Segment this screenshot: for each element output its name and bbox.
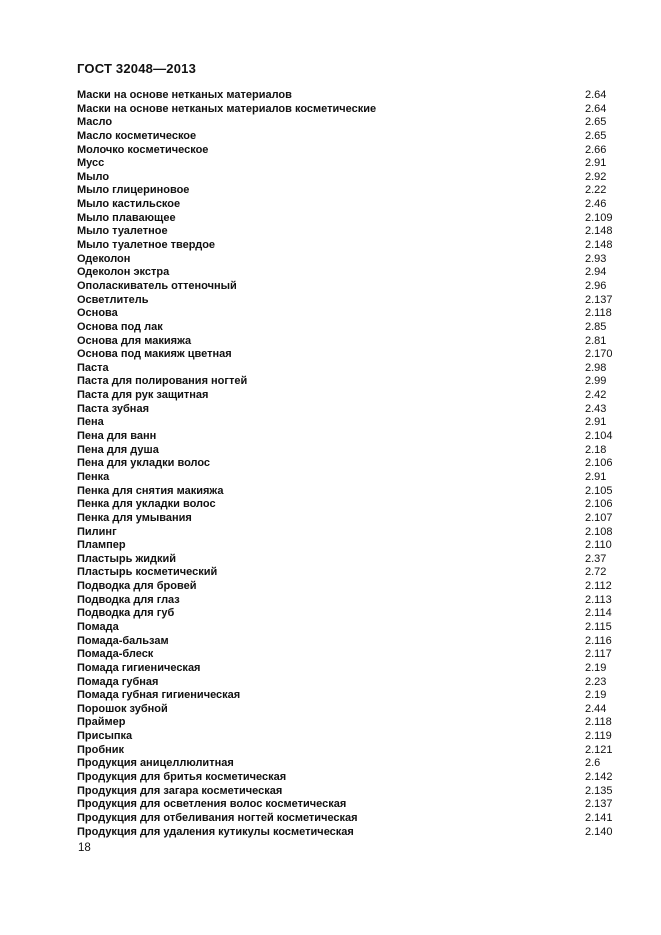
index-term: Пена xyxy=(77,416,104,429)
index-term: Присыпка xyxy=(77,730,133,743)
index-ref: 2.116 xyxy=(585,634,612,647)
index-entry-row xyxy=(77,594,637,608)
index-ref: 2.37 xyxy=(585,552,607,565)
index-term: Основа для макияжа xyxy=(77,334,192,347)
index-ref: 2.118 xyxy=(585,716,612,729)
index-ref: 2.98 xyxy=(585,361,607,374)
index-ref: 2.23 xyxy=(585,675,607,688)
index-entry-row xyxy=(77,116,637,130)
index-ref: 2.91 xyxy=(585,416,607,429)
index-term: Основа под макияж цветная xyxy=(77,348,232,361)
page-number: 18 xyxy=(78,842,91,854)
index-term: Ополаскиватель оттеночный xyxy=(77,279,237,292)
index-entry-row xyxy=(77,239,637,253)
index-ref: 2.113 xyxy=(585,593,612,606)
index-term: Паста для полирования ногтей xyxy=(77,375,248,388)
index-entry-row xyxy=(77,307,637,321)
index-ref: 2.81 xyxy=(585,334,607,347)
index-term: Пена для ванн xyxy=(77,430,157,443)
index-term: Молочко косметическое xyxy=(77,143,209,156)
index-entry-row xyxy=(77,430,637,444)
index-ref: 2.66 xyxy=(585,143,607,156)
index-entry-row xyxy=(77,144,637,158)
index-ref: 2.46 xyxy=(585,198,607,211)
index-entry-row xyxy=(77,730,637,744)
index-entry-row xyxy=(77,266,637,280)
index-ref: 2.64 xyxy=(585,89,607,101)
index-ref: 2.170 xyxy=(585,348,613,361)
index-ref: 2.119 xyxy=(585,730,612,743)
index-entry-row xyxy=(77,198,637,212)
index-entry-row xyxy=(77,662,637,676)
index-entry-row xyxy=(77,403,637,417)
index-entry-row xyxy=(77,348,637,362)
index-term: Праймер xyxy=(77,716,126,729)
index-ref: 2.137 xyxy=(585,798,613,811)
index-term: Пенка xyxy=(77,470,110,483)
index-entry-row xyxy=(77,785,637,799)
index-entry-row xyxy=(77,553,637,567)
index-entry-row xyxy=(77,157,637,171)
index-entry-row xyxy=(77,703,637,717)
index-term: Помада-бальзам xyxy=(77,634,169,647)
index-term: Пробник xyxy=(77,743,125,756)
index-term: Мыло туалетное твердое xyxy=(77,239,216,252)
index-ref: 2.91 xyxy=(585,470,607,483)
index-entry-row xyxy=(77,103,637,117)
index-term: Продукция для отбеливания ногтей косметическая xyxy=(77,811,358,824)
index-entry-row xyxy=(77,335,637,349)
index-ref: 2.22 xyxy=(585,184,607,197)
index-term: Пенка для укладки волос xyxy=(77,498,216,511)
index-ref: 2.142 xyxy=(585,771,613,784)
index-ref: 2.42 xyxy=(585,389,607,402)
index-ref: 2.115 xyxy=(585,620,612,633)
index-ref: 2.104 xyxy=(585,430,613,443)
index-term: Помада-блеск xyxy=(77,648,154,661)
index-term: Помада губная гигиеническая xyxy=(77,689,241,702)
index-ref: 2.148 xyxy=(585,239,613,252)
index-entry-row xyxy=(77,89,637,103)
index-ref: 2.6 xyxy=(585,757,601,770)
index-term: Основа под лак xyxy=(77,320,163,333)
index-ref: 2.19 xyxy=(585,661,607,674)
index-ref: 2.93 xyxy=(585,252,607,265)
index-term: Одеколон экстра xyxy=(77,266,170,279)
index-entry-row xyxy=(77,635,637,649)
index-term: Помада xyxy=(77,620,119,633)
index-term: Паста xyxy=(77,361,109,374)
index-entry-row xyxy=(77,526,637,540)
index-term: Продукция для загара косметическая xyxy=(77,784,283,797)
index-ref: 2.140 xyxy=(585,825,613,838)
index-ref: 2.110 xyxy=(585,539,612,552)
index-entry-row xyxy=(77,294,637,308)
index-entry-row xyxy=(77,375,637,389)
index-term: Паста для рук защитная xyxy=(77,389,209,402)
index-entry-row xyxy=(77,716,637,730)
index-term: Помада губная xyxy=(77,675,159,688)
index-ref: 2.112 xyxy=(585,580,612,593)
index-term: Пластырь жидкий xyxy=(77,552,177,565)
index-ref: 2.99 xyxy=(585,375,607,388)
index-ref: 2.94 xyxy=(585,266,607,279)
index-ref: 2.92 xyxy=(585,170,607,183)
index-ref: 2.91 xyxy=(585,157,607,170)
index-term: Пена для укладки волос xyxy=(77,457,211,470)
index-entry-row xyxy=(77,771,637,785)
index-term: Пенка для умывания xyxy=(77,511,192,524)
index-entry-row xyxy=(77,757,637,771)
index-ref: 2.135 xyxy=(585,784,613,797)
index-term: Маски на основе нетканых материалов косметические xyxy=(77,102,377,115)
index-ref: 2.72 xyxy=(585,566,607,579)
index-ref: 2.137 xyxy=(585,293,613,306)
index-entry-row xyxy=(77,689,637,703)
index-term: Продукция аницеллюлитная xyxy=(77,757,234,770)
index-term: Мыло плавающее xyxy=(77,211,176,224)
index-term: Подводка для бровей xyxy=(77,580,197,593)
index-ref: 2.96 xyxy=(585,279,607,292)
index-entry-row xyxy=(77,416,637,430)
index-ref: 2.107 xyxy=(585,511,613,524)
index-ref: 2.118 xyxy=(585,307,612,320)
index-term: Мыло кастильское xyxy=(77,198,181,211)
index-term: Пластырь косметический xyxy=(77,566,218,579)
index-entry-row xyxy=(77,607,637,621)
index-entry-row xyxy=(77,280,637,294)
index-ref: 2.106 xyxy=(585,498,613,511)
index-term: Мыло глицериновое xyxy=(77,184,190,197)
index-term: Маски на основе нетканых материалов xyxy=(77,89,292,101)
index-entry-row xyxy=(77,826,637,840)
index-entry-row xyxy=(77,539,637,553)
index-entry-row xyxy=(77,212,637,226)
index-ref: 2.109 xyxy=(585,211,613,224)
index-ref: 2.65 xyxy=(585,129,607,142)
index-term: Паста зубная xyxy=(77,402,149,415)
index-term: Помада гигиеническая xyxy=(77,661,201,674)
index-term: Мыло xyxy=(77,170,110,183)
index-entry-row xyxy=(77,130,637,144)
index-entry-row xyxy=(77,812,637,826)
index-ref: 2.114 xyxy=(585,607,612,620)
index-ref: 2.19 xyxy=(585,689,607,702)
index-term: Подводка для глаз xyxy=(77,593,180,606)
document-standard-header: ГОСТ 32048—2013 xyxy=(77,61,196,76)
index-entry-row xyxy=(77,389,637,403)
index-ref: 2.85 xyxy=(585,320,607,333)
index-term: Продукция для осветления волос косметическая xyxy=(77,798,347,811)
index-entry-row xyxy=(77,457,637,471)
index-term: Порошок зубной xyxy=(77,702,168,715)
index-ref: 2.18 xyxy=(585,443,607,456)
index-entry-row xyxy=(77,485,637,499)
index-term: Продукция для бритья косметическая xyxy=(77,771,287,784)
index-ref: 2.108 xyxy=(585,525,613,538)
index-ref: 2.64 xyxy=(585,102,607,115)
index-entry-row xyxy=(77,171,637,185)
index-entry-row xyxy=(77,471,637,485)
index-term: Плампер xyxy=(77,539,126,552)
index-term: Подводка для губ xyxy=(77,607,175,620)
index-ref: 2.117 xyxy=(585,648,612,661)
index-entry-row xyxy=(77,444,637,458)
index-entry-row xyxy=(77,321,637,335)
index-term: Осветлитель xyxy=(77,293,149,306)
index-entry-row xyxy=(77,184,637,198)
index-ref: 2.43 xyxy=(585,402,607,415)
index-term: Основа xyxy=(77,307,118,320)
index-entry-row xyxy=(77,744,637,758)
index-ref: 2.65 xyxy=(585,116,607,129)
index-entry-row xyxy=(77,580,637,594)
index-term: Одеколон xyxy=(77,252,131,265)
index-ref: 2.148 xyxy=(585,225,613,238)
index-ref: 2.106 xyxy=(585,457,613,470)
index-ref: 2.44 xyxy=(585,702,607,715)
index-term: Пенка для снятия макияжа xyxy=(77,484,224,497)
index-ref: 2.105 xyxy=(585,484,613,497)
index-term: Продукция для удаления кутикулы косметическая xyxy=(77,825,354,838)
index-entry-row xyxy=(77,676,637,690)
index-entry-row xyxy=(77,253,637,267)
index-term: Мусс xyxy=(77,157,105,170)
index-entry-row xyxy=(77,498,637,512)
index-entry-row xyxy=(77,621,637,635)
index-term: Масло xyxy=(77,116,113,129)
index-term: Пилинг xyxy=(77,525,117,538)
index-entry-row xyxy=(77,512,637,526)
index-entry-row xyxy=(77,798,637,812)
index-entry-row xyxy=(77,362,637,376)
index-entry-row xyxy=(77,566,637,580)
index-entry-row xyxy=(77,648,637,662)
index-ref: 2.141 xyxy=(585,811,613,824)
index-term: Мыло туалетное xyxy=(77,225,168,238)
index-term: Пена для душа xyxy=(77,443,159,456)
index-term: Масло косметическое xyxy=(77,129,197,142)
index-entry-row xyxy=(77,225,637,239)
index-ref: 2.121 xyxy=(585,743,613,756)
index-list xyxy=(77,89,637,839)
